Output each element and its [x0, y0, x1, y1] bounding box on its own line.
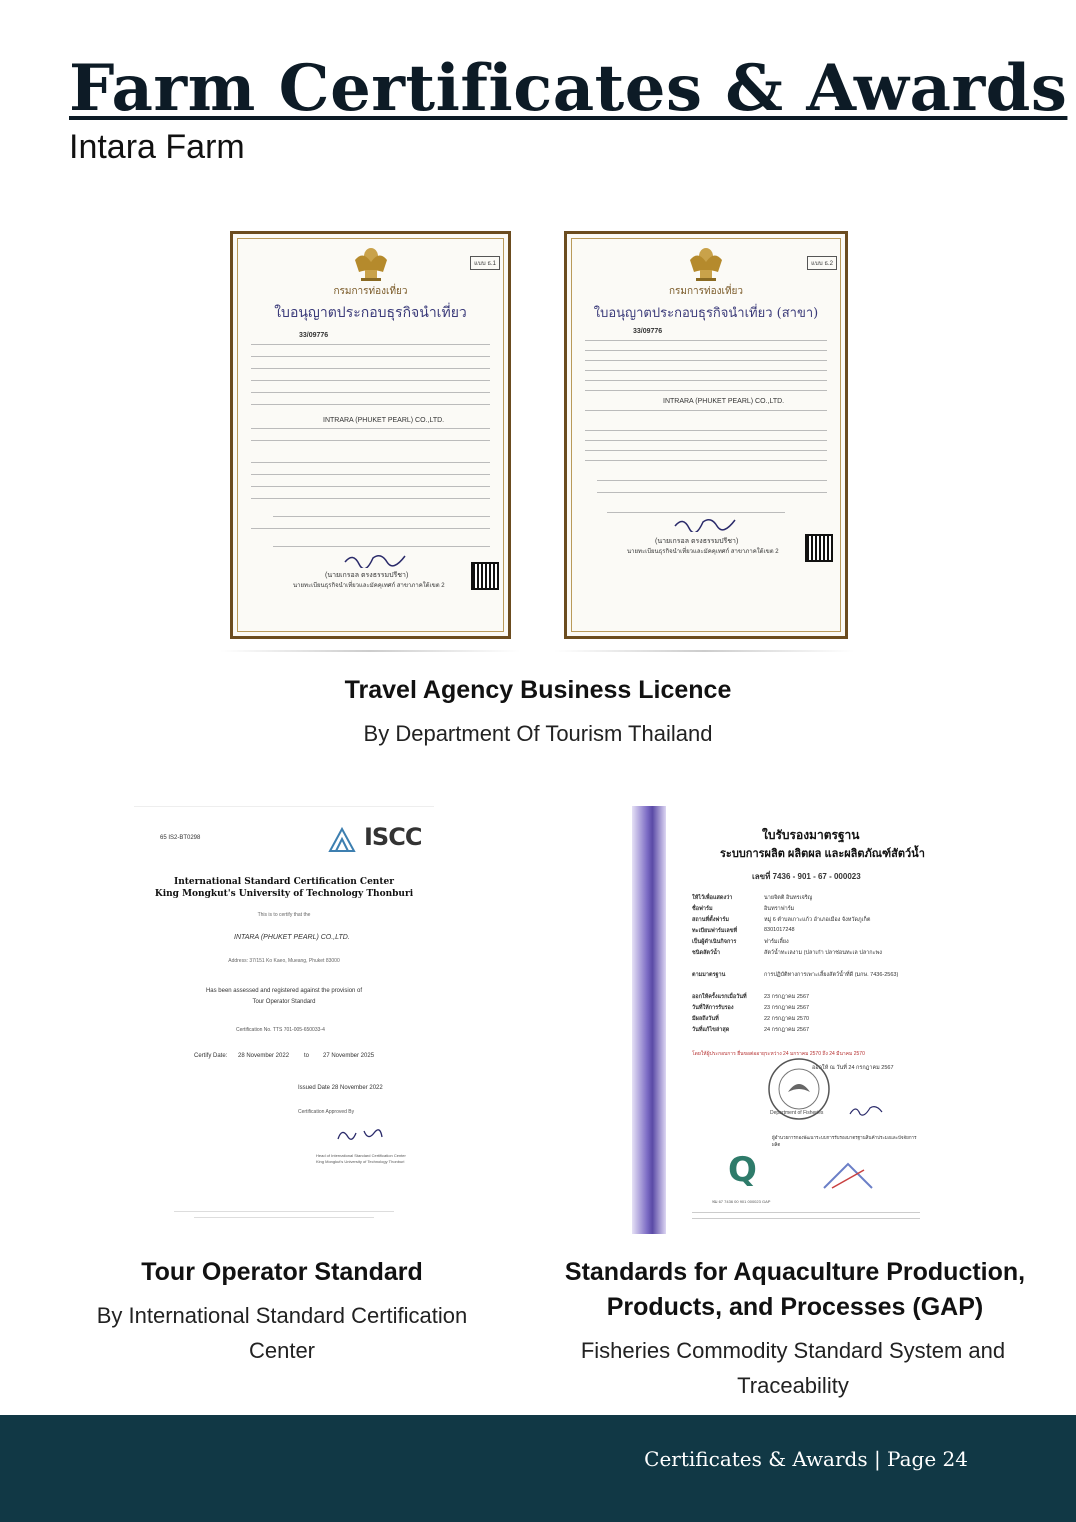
gap-row-value: 24 กรกฎาคม 2567 — [764, 1027, 810, 1033]
gap-row-value: 22 กรกฎาคม 2570 — [764, 1016, 810, 1022]
gap-validity: โดยให้ผู้ประกอบการ ยื่นขอต่ออายุระหว่าง 24 มกราคม 2570 ถึง 24 มีนาคม 2570 — [692, 1051, 865, 1057]
gap-title: Standards for Aquaculture Production, Products, and Processes (GAP) — [564, 1258, 1026, 1321]
gap-row-value: อินทราฟาร์ม — [764, 906, 795, 912]
form-code-badge: แบบ ธ.1 — [470, 256, 500, 270]
gap-certificate — [632, 806, 934, 1234]
company-name-en: INTRARA (PHUKET PEARL) CO.,LTD. — [663, 398, 785, 405]
signature-icon — [673, 514, 743, 532]
gap-row-label: ให้ไว้เพื่อแสดงว่า — [692, 895, 733, 901]
certify-to-label: to — [304, 1053, 310, 1059]
page-subtitle: Intara Farm — [69, 128, 245, 166]
form-code-badge: แบบ ธ.2 — [807, 256, 837, 270]
certification-number: Certification No. TTS 701-005-650033-4 — [236, 1027, 325, 1033]
travel-licence-document-1 — [230, 231, 511, 639]
gap-row-value: นายจิตติ อินทรเจริญ — [764, 895, 813, 901]
gap-row-value: ฟาร์มเลี้ยง — [764, 939, 789, 945]
gap-row-value: 8301017248 — [764, 927, 795, 933]
travel-licence-title: Travel Agency Business Licence — [344, 676, 732, 704]
page-title: Farm Certificates & Awards — [69, 51, 1068, 126]
gap-row-label: ออกให้ครั้งแรกเมื่อวันที่ — [692, 994, 747, 1000]
licence-heading: ใบอนุญาตประกอบธุรกิจนำเที่ยว — [274, 305, 467, 321]
gap-heading-2: ระบบการผลิต ผลิตผล และผลิตภัณฑ์สัตว์น้ำ — [720, 848, 925, 860]
gap-row-label: ชนิดสัตว์น้ำ — [692, 950, 720, 956]
head-title-line-1: Head of International Standard Certification Center — [316, 1153, 406, 1158]
footer-page-label: Certificates & Awards | Page 24 — [644, 1447, 968, 1471]
qr-code — [471, 562, 499, 590]
signer-name: (นายเกรอล ตรงธรรมปรีชา) — [325, 572, 409, 579]
signature-icon — [846, 1102, 886, 1120]
signature-icon — [343, 550, 413, 568]
issued-date: Issued Date 28 November 2022 — [298, 1085, 383, 1091]
center-name: International Standard Certification Center — [174, 877, 394, 887]
approved-by: Certification Approved By — [298, 1109, 355, 1115]
gap-row-label: ตามมาตรฐาน — [692, 972, 726, 978]
agency-name: กรมการท่องเที่ยว — [668, 286, 744, 297]
tour-operator-issuer: By International Standard Certification Center — [96, 1303, 468, 1363]
certify-from-date: 28 November 2022 — [238, 1053, 290, 1059]
gap-signer-role: ผู้อำนวยการกองพัฒนาระบบการรับรองมาตรฐานสินค้าประมงและปัจจัยการผลิต — [772, 1135, 917, 1147]
licence-number: 33/09776 — [633, 328, 663, 335]
gap-row-label: ชื่อฟาร์ม — [692, 906, 713, 912]
tour-operator-certificate — [134, 806, 434, 1227]
iscc-logo-text: ISCC — [364, 823, 422, 851]
assessed-line: Has been assessed and registered against the provision of — [205, 988, 363, 994]
gap-issued-on: ออกให้ ณ วันที่ 24 กรกฎาคม 2567 — [812, 1065, 894, 1071]
garuda-emblem-icon — [353, 242, 389, 282]
standard-name: Tour Operator Standard — [252, 999, 316, 1005]
licence-number: 33/09776 — [299, 332, 329, 339]
gap-row-label: วันที่แก้ไขล่าสุด — [692, 1027, 730, 1033]
q-mark-logo: Q — [728, 1150, 757, 1190]
head-title-line-2: King Mongkut's University of Technology Thonburi — [316, 1159, 405, 1164]
qr-code — [805, 534, 833, 562]
gap-row-value: หมู่ 6 ตำบลเกาะแก้ว อำเภอเมือง จังหวัดภูเก็ต — [764, 917, 871, 923]
gap-heading-1: ใบรับรองมาตรฐาน — [762, 828, 860, 842]
gap-mark-icon — [818, 1158, 878, 1194]
certify-date-label: Certify Date: — [194, 1053, 228, 1059]
signer-role: นายทะเบียนธุรกิจนำเที่ยวและมัคคุเทศก์ สาขาภาคใต้เขต 2 — [293, 583, 445, 589]
university-name: King Mongkut's University of Technology Thonburi — [154, 889, 414, 899]
gap-row-label: ทะเบียนฟาร์มเลขที่ — [692, 928, 738, 934]
company-name-en: INTRARA (PHUKET PEARL) CO.,LTD. — [323, 417, 445, 424]
certify-line: This is to certify that the — [257, 912, 311, 918]
gap-side-stripe — [632, 806, 666, 1234]
agency-name: กรมการท่องเที่ยว — [333, 286, 408, 297]
licence-heading: ใบอนุญาตประกอบธุรกิจนำเที่ยว (สาขา) — [593, 306, 819, 321]
company-name: INTARA (PHUKET PEARL) CO.,LTD. — [234, 934, 350, 941]
gap-row-label: วันที่ให้การรับรอง — [692, 1005, 734, 1011]
gap-row-label: เป็นผู้ดำเนินกิจการ — [692, 939, 737, 945]
travel-licence-issuer: By Department Of Tourism Thailand — [363, 721, 713, 746]
gap-row-label: มีผลถึงวันที่ — [692, 1016, 719, 1022]
fisheries-seal-text: Department of Fisheries — [770, 1110, 824, 1116]
certify-to-date: 27 November 2025 — [323, 1053, 375, 1059]
gap-issuer: Fisheries Commodity Standard System and Traceability — [580, 1338, 1006, 1398]
company-address: Address: 37/151 Ko Kaeo, Mueang, Phuket 83000 — [228, 958, 340, 964]
gap-row-label: สถานที่ตั้งฟาร์ม — [692, 917, 729, 923]
gap-row-value: สัตว์น้ำทะเลงาม (ปลาเก๋า ปลาช่อนทะเล ปลากะพง — [764, 950, 882, 956]
gap-footer-code: ฟม 67 7436 00 901 000023 GAP — [712, 1199, 771, 1204]
gap-row-value: การปฏิบัติทางการเพาะเลี้ยงสัตว์น้ำที่ดี (มกษ. 7436-2563) — [764, 972, 899, 978]
certificate-ref: 65 IS2-BT0298 — [160, 835, 201, 841]
travel-licence-document-2 — [564, 231, 848, 639]
signer-role: นายทะเบียนธุรกิจนำเที่ยวและมัคคุเทศก์ สาขาภาคใต้เขต 2 — [627, 549, 779, 555]
gap-row-value: 23 กรกฎาคม 2567 — [764, 1005, 810, 1011]
gap-detail-rows — [692, 894, 928, 1037]
tour-operator-title: Tour Operator Standard — [141, 1258, 423, 1286]
iscc-logo-icon — [326, 825, 358, 855]
signature-icon — [334, 1125, 384, 1145]
page-footer — [0, 1415, 1076, 1522]
garuda-emblem-icon — [688, 242, 724, 282]
signer-name: (นายเกรอล ตรงธรรมปรีชา) — [655, 538, 739, 545]
gap-number: เลขที่ 7436 - 901 - 67 - 000023 — [752, 872, 861, 881]
gap-row-value: 23 กรกฎาคม 2567 — [764, 994, 810, 1000]
